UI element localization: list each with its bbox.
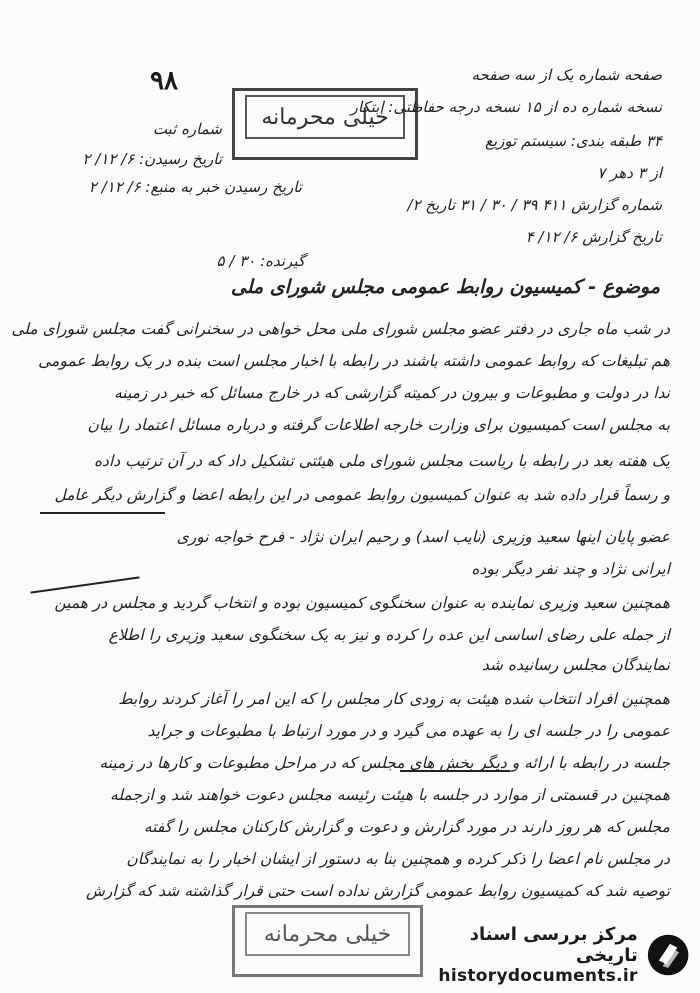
body-line: یک هفته بعد در رابطه با ریاست مجلس شورای ملی هیئتی تشکیل داد که در آن ترتیب داده [93,452,670,470]
classification-stamp-bottom [232,905,423,977]
body-line: همچنین افراد انتخاب شده هیئت به زودی کار مجلس را که این امر را آغاز کردند روابط [118,690,670,708]
body-line: عمومی را در جلسه ای را به عهده می گیرد و در مورد ارتباط با مطبوعات و جراید [147,722,670,740]
underline-mark [30,576,139,593]
document-archive-logo-icon [646,931,690,979]
header-line-5: شماره گزارش ۴۱۱ ۳۹ / ۳۰ / ۳۱ تاریخ ۲/ [407,196,662,214]
document-subject: موضوع - کمیسیون روابط عمومی مجلس شورای ملی [230,276,660,298]
header-line-4: از ۳ دهر ۷ [597,164,662,182]
body-line: در مجلس نام اعضا را ذکر کرده و همچنین بنا به دستور از ایشان اخبار را به نمایندگان [126,850,670,868]
header-left-1: شماره ثبت [152,120,222,138]
header-line-6: تاریخ گزارش ۶/ ۱۲/ ۴ [525,228,662,246]
header-line-2: نسخه شماره ده از ۱۵ نسخه درجه حفاظتی: ابتکار [350,98,662,116]
header-left-2: تاریخ رسیدن: ۶/ ۱۲/ ۲ [82,150,222,168]
body-line: ندا در دولت و مطبوعات و بیرون در کمیته گزارشی که در خارج مسائل که خبر در زمینه [113,384,670,402]
archive-url: historydocuments.ir [438,966,638,986]
stamp-text: خیلی محرمانه [261,104,389,130]
body-line: و رسماً قرار داده شد به عنوان کمیسیون روابط عمومی در این رابطه اعضا و گزارش دیگر عامل [54,486,670,504]
header-line-7: گیرنده: ۳۰ / ۵ [216,252,305,270]
body-line: ایرانی نژاد و چند نفر دیگر بوده [471,560,670,578]
body-line: به مجلس است کمیسیون برای وزارت خارجه اطلاعات گرفته و درباره مسائل اعتماد را بیان [87,416,670,434]
body-line: نمایندگان مجلس رسانیده شد [481,656,670,674]
body-line: جلسه در رابطه با ارائه و دیگر بخش های مجلس که در مراحل مطبوعات و کارها در زمینه [99,754,670,772]
body-line: از جمله علی رضای اساسی این عده را کرده و نیز به یک سخنگوی سعید وزیری را اطلاع [108,626,670,644]
body-line: همچنین سعید وزیری نماینده به عنوان سخنگوی کمیسیون بوده و انتخاب گردید و مجلس در همین [54,594,670,612]
page-number: ۹۸ [150,66,178,96]
body-line: توصیه شد که کمیسیون روابط عمومی گزارش نداده است حتی قرار گذاشته شد که گزارش [85,882,670,900]
stamp-text: خیلی محرمانه [263,921,392,947]
body-line: همچنین در قسمتی از موارد در جلسه با هیئت رئیسه مجلس دعوت خواهند شد و ازجمله [109,786,670,804]
body-line: در شب ماه جاری در دفتر عضو مجلس شورای ملی محل خواهی در سخنرانی گفت مجلس شورای ملی [11,320,670,338]
header-line-1: صفحه شماره یک از سه صفحه [471,66,662,84]
body-line: عضو پایان اینها سعید وزیری (نایب اسد) و رحیم ایران نژاد - فرح خواجه نوری [176,528,670,546]
underline-mark [400,770,510,772]
underline-mark [40,512,165,514]
body-line: هم تبلیغات که روابط عمومی داشته باشند در رابطه با اخبار مجلس است بنده در یک روابط عمومی [38,352,670,370]
archive-watermark [420,925,690,985]
header-left-3: تاریخ رسیدن خبر به منبع: ۶/ ۱۲/ ۲ [88,178,302,196]
archive-name: مرکز بررسی اسناد تاریخی [469,924,638,966]
body-line: مجلس که هر روز دارند در مورد گزارش و دعوت و گزارش کارکنان مجلس را گفته [143,818,670,836]
header-line-3: ۳۴ طبقه بندی: سیستم توزیع [485,132,662,150]
